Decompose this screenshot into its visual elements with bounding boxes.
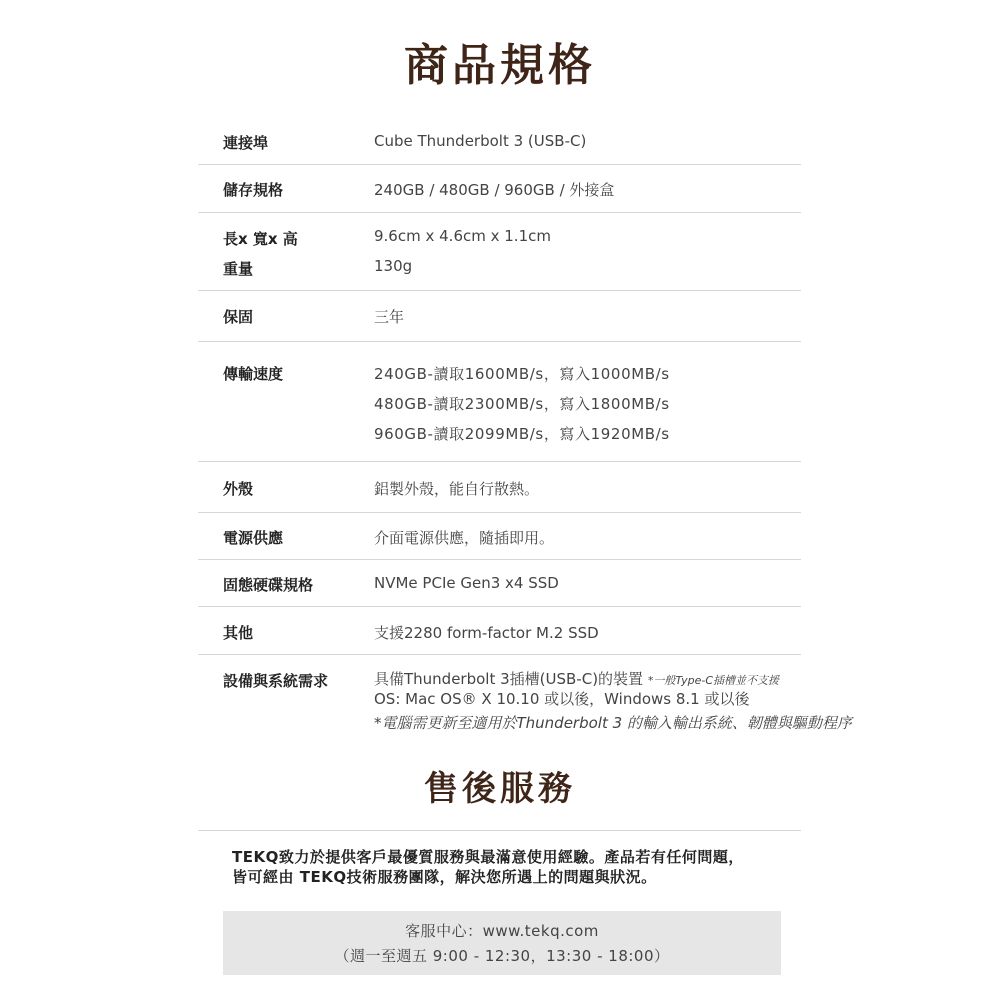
service-description (232, 847, 792, 887)
requirement-device: 具備Thunderbolt 3插槽(USB-C)的裝置 (374, 670, 644, 688)
spec-row-dimensions-weight (198, 213, 801, 291)
spec-label: 保固 (223, 308, 254, 326)
spec-value: 480GB-讀取2300MB/s，寫入1800MB/s (374, 395, 670, 413)
spec-value: 三年 (374, 308, 405, 326)
spec-row-power (198, 513, 801, 560)
spec-row-speed (198, 342, 801, 462)
spec-label: 儲存規格 (223, 181, 284, 199)
spec-row-casing (198, 462, 801, 513)
requirement-footnote: *電腦需更新至適用於Thunderbolt 3 的輸入輸出系統、韌體與驅動程序 (374, 714, 852, 732)
spec-label: 其他 (223, 624, 254, 642)
spec-value (374, 668, 779, 689)
spec-value: 130g (374, 257, 413, 275)
spec-row-port (198, 118, 801, 165)
spec-value: 9.6cm x 4.6cm x 1.1cm (374, 227, 551, 245)
spec-value: Cube Thunderbolt 3 (USB-C) (374, 132, 587, 150)
spec-row-warranty (198, 291, 801, 342)
spec-label: 傳輸速度 (223, 365, 284, 383)
service-title: 售後服務 (424, 769, 576, 809)
service-hours: （週一至週五 9:00 - 12:30，13:30 - 18:00） (334, 947, 670, 965)
spec-row-storage (198, 165, 801, 213)
spec-value: 支援2280 form-factor M.2 SSD (374, 624, 599, 642)
spec-title: 商品規格 (404, 40, 596, 91)
service-text-line: TEKQ致力於提供客戶最優質服務與最滿意使用經驗。產品若有任何問題， (232, 848, 744, 866)
spec-table (198, 118, 852, 732)
spec-value: NVMe PCIe Gen3 x4 SSD (374, 574, 559, 592)
service-contact-box (223, 911, 781, 975)
service-text-line: 皆可經由 TEKQ技術服務團隊，解決您所遇上的問題與狀況。 (232, 868, 657, 886)
spec-label: 連接埠 (223, 134, 269, 152)
spec-label: 外殼 (223, 480, 254, 498)
spec-value: 960GB-讀取2099MB/s，寫入1920MB/s (374, 425, 670, 443)
spec-row-ssd (198, 560, 801, 607)
spec-value: 240GB-讀取1600MB/s，寫入1000MB/s (374, 365, 670, 383)
spec-row-requirements (198, 655, 852, 732)
spec-value: 介面電源供應，隨插即用。 (374, 529, 555, 547)
requirement-inline-note: *一般Type-C插槽並不支援 (647, 674, 780, 687)
spec-value: OS: Mac OS® X 10.10 或以後，Windows 8.1 或以後 (374, 690, 750, 708)
spec-label: 重量 (223, 260, 254, 278)
spec-row-other (198, 607, 801, 655)
spec-label: 固態硬碟規格 (223, 576, 314, 594)
spec-label: 長x 寬x 高 (223, 230, 298, 248)
spec-label: 電源供應 (223, 529, 284, 547)
spec-label: 設備與系統需求 (223, 672, 329, 690)
spec-value: 鋁製外殼，能自行散熱。 (374, 480, 540, 498)
section-divider (198, 830, 801, 831)
service-center-link[interactable]: 客服中心：www.tekq.com (405, 922, 599, 940)
spec-value: 240GB / 480GB / 960GB / 外接盒 (374, 181, 615, 199)
